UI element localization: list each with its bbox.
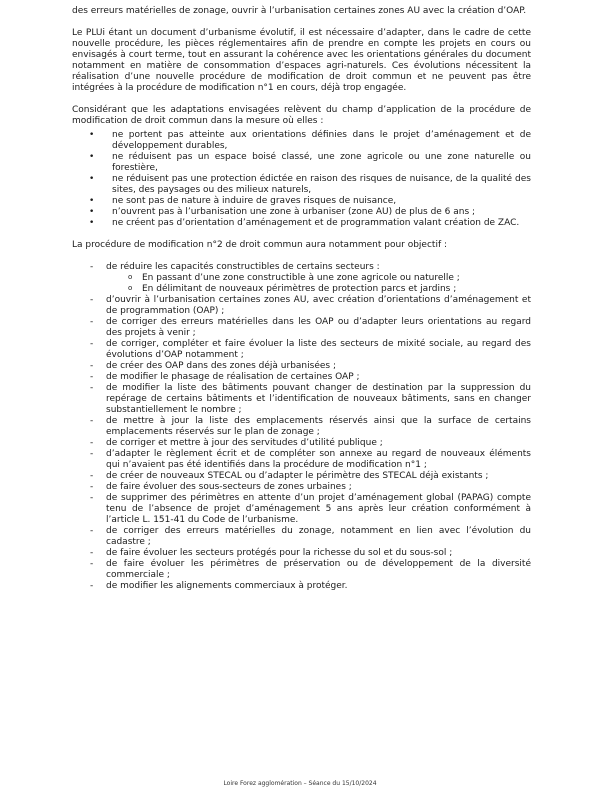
list-item: - de faire évoluer les secteurs protégés pour la richesse du sol et du sous-sol ;	[72, 548, 531, 559]
list-item: - de modifier la liste des bâtiments pouvant changer de destination par la suppression du repérage de certains bâtiments et l’identification de nouveaux bâtiments, sans en changer substantiellement le nombre ;	[72, 383, 531, 416]
list-item: - de corriger, compléter et faire évoluer la liste des secteurs de mixité sociale, au regard des évolutions d’OAP notamment ;	[72, 339, 531, 361]
list-item: - de mettre à jour la liste des emplacements réservés ainsi que la surface de certains emplacements réservés sur le plan de zonage ;	[72, 416, 531, 438]
list-item: • ne sont pas de nature à induire de graves risques de nuisance,	[72, 196, 531, 207]
list-item: - d’ouvrir à l’urbanisation certaines zones AU, avec création d’orientations d’aménagement et de programmation (OAP) ;	[72, 295, 531, 317]
list-item: - de corriger des erreurs matérielles dans les OAP ou d’adapter leurs orientations au regard des projets à venir ;	[72, 317, 531, 339]
sub-list-item: o En délimitant de nouveaux périmètres de protection parcs et jardins ;	[106, 284, 531, 295]
list-item: - de créer de nouveaux STECAL ou d’adapter le périmètre des STECAL déjà existants ;	[72, 471, 531, 482]
list-item: • n’ouvrent pas à l’urbanisation une zone à urbaniser (zone AU) de plus de 6 ans ;	[72, 207, 531, 218]
evolution-paragraph: Le PLUi étant un document d’urbanisme évolutif, il est nécessaire d’adapter, dans le cadre de cette nouvelle procédure, les pièces réglementaires afin de prendre en compte les projets en cours ou envisagés à court terme, tout en assurant la cohérence avec les orientations générales du document notamment en matière de consommation d’espaces agri-naturels. Ces évolutions nécessitent la réalisation d’une nouvelle procédure de modification de droit commun et ne peuvent pas être intégrées à la procédure de modification n°1 en cours, déjà trop engagée.	[72, 28, 531, 93]
list-item: - de corriger et mettre à jour des servitudes d’utilité publique ;	[72, 438, 531, 449]
list-item: - de supprimer des périmètres en attente d’un projet d’aménagement global (PAPAG) compte tenu de l’absence de projet d’aménagement 5 ans après leur création conformément à l’article L. 151-41 du Code de l’urbanisme.	[72, 493, 531, 526]
considerant-paragraph: Considérant que les adaptations envisagées relèvent du champ d’application de la procédure de modification de droit commun dans la mesure où elles :	[72, 105, 531, 126]
sub-list-item: o En passant d’une zone constructible à une zone agricole ou naturelle ;	[106, 273, 531, 284]
page-footer: Loire Forez agglomération – Séance du 15/10/2024	[223, 780, 377, 787]
objectives-list	[72, 262, 531, 592]
list-item-text: de réduire les capacités constructibles de certains secteurs :	[106, 262, 380, 272]
list-item: • ne réduisent pas une protection édictée en raison des risques de nuisance, de la qualité des sites, des paysages ou des milieux naturels,	[72, 174, 531, 196]
list-item	[72, 262, 531, 295]
sub-objectives-list	[106, 273, 531, 295]
list-item: - d’adapter le règlement écrit et de compléter son annexe au regard de nouveaux éléments qui n’avaient pas été identifiés dans la procédure de modification n°1 ;	[72, 449, 531, 471]
list-item: - de créer des OAP dans des zones déjà urbanisées ;	[72, 361, 531, 372]
list-item: • ne réduisent pas un espace boisé classé, une zone agricole ou une zone naturelle ou forestière,	[72, 152, 531, 174]
list-item: • ne créent pas d’orientation d’aménagement et de programmation valant création de ZAC.	[72, 218, 531, 229]
list-item: - de faire évoluer les périmètres de préservation ou de développement de la diversité commerciale ;	[72, 559, 531, 581]
procedure-intro: La procédure de modification n°2 de droit commun aura notamment pour objectif :	[72, 240, 448, 250]
list-item: - de modifier le phasage de réalisation de certaines OAP ;	[72, 372, 531, 383]
list-item: - de faire évoluer des sous-secteurs de zones urbaines ;	[72, 482, 531, 493]
intro-paragraph: des erreurs matérielles de zonage, ouvrir à l’urbanisation certaines zones AU avec la création d’OAP.	[72, 6, 527, 16]
list-item: - de corriger des erreurs matérielles du zonage, notamment en lien avec l’évolution du cadastre ;	[72, 526, 531, 548]
list-item: • ne portent pas atteinte aux orientations définies dans le projet d’aménagement et de développement durables,	[72, 130, 531, 152]
list-item: - de modifier les alignements commerciaux à protéger.	[72, 581, 531, 592]
document-body	[72, 6, 531, 592]
conditions-list	[72, 130, 531, 229]
